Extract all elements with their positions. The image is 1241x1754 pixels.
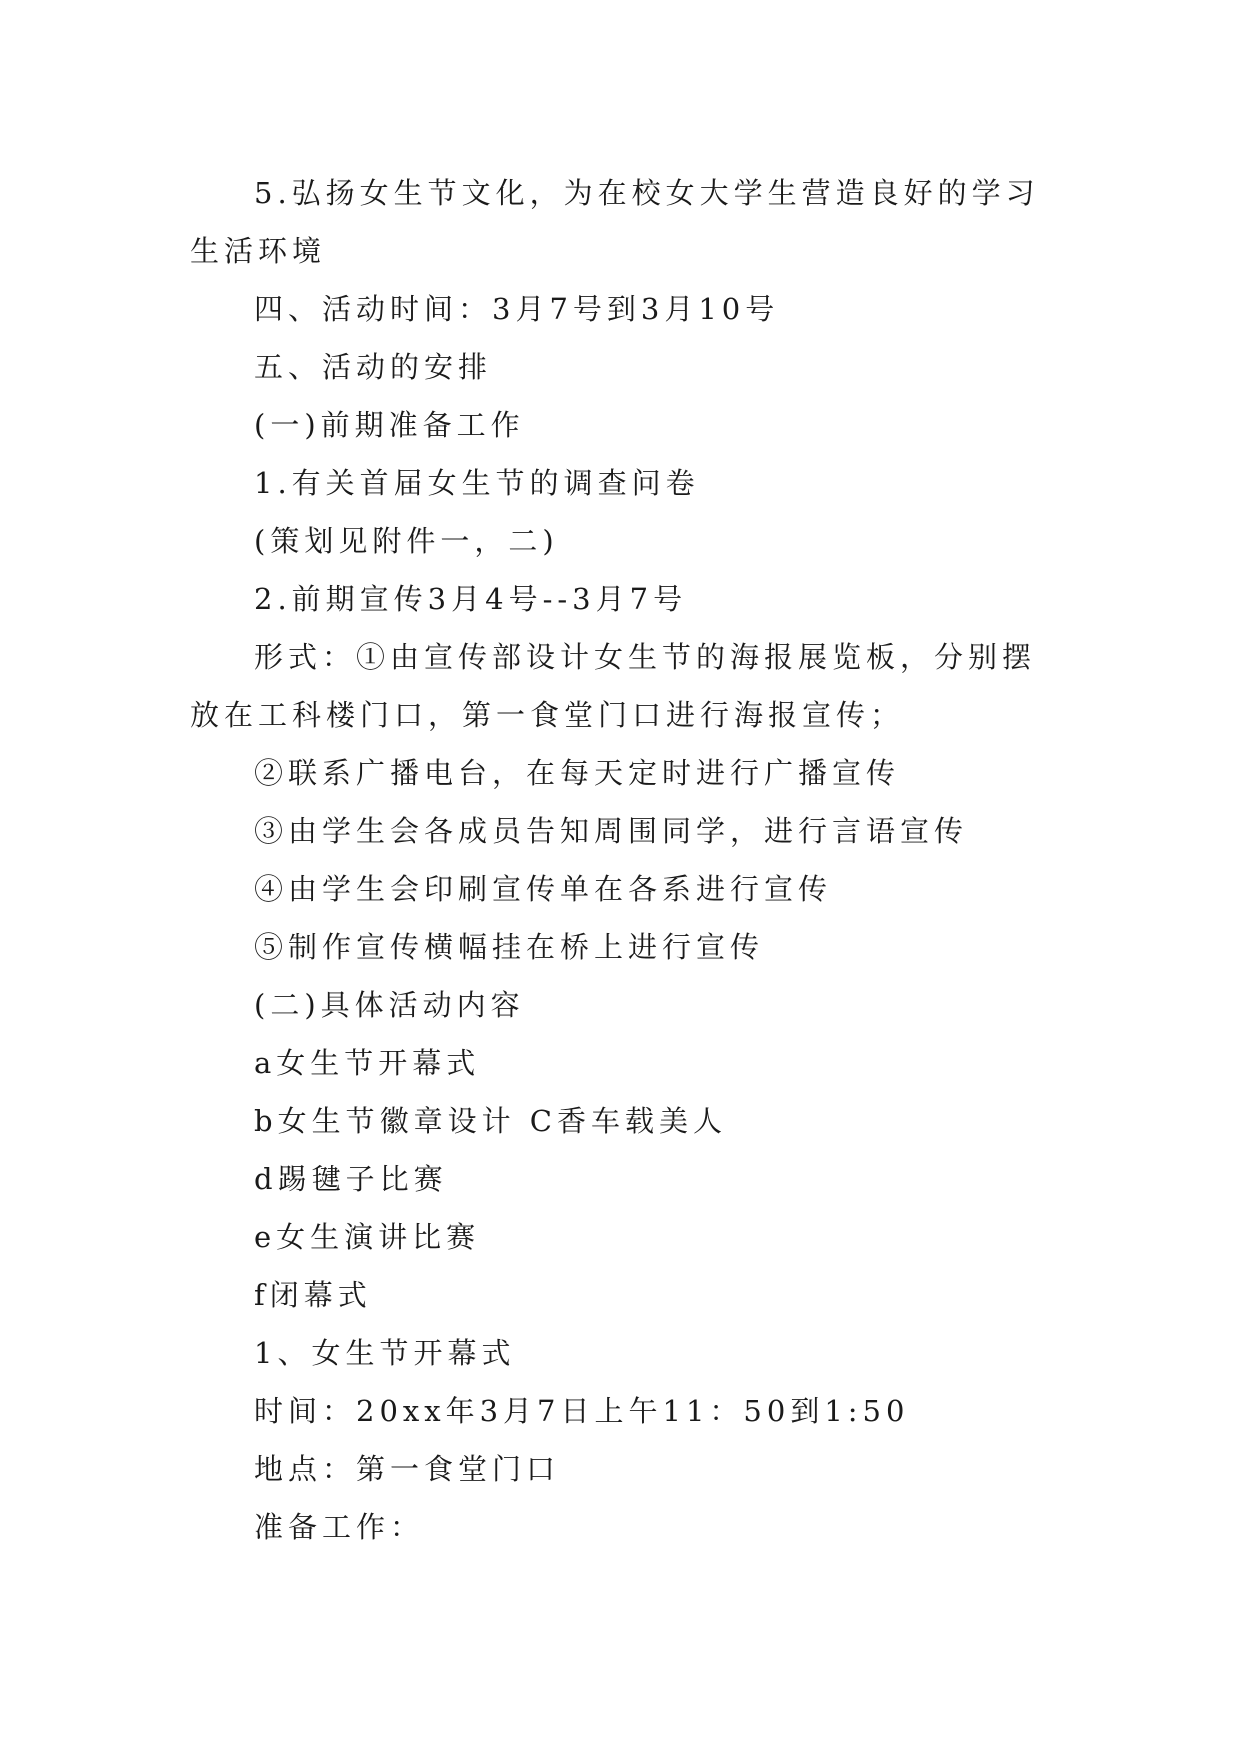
paragraph-opening-time: 时间：20xx年3月7日上午11：50到1:50 (254, 1394, 910, 1428)
subsection-heading-preparation: (一)前期准备工作 (254, 408, 525, 442)
section-heading-arrangement: 五、活动的安排 (254, 350, 493, 384)
list-item-closing: f闭幕式 (254, 1278, 372, 1312)
paragraph-attachment-note: (策划见附件一，二) (254, 524, 559, 558)
heading-opening-ceremony: 1、女生节开幕式 (254, 1336, 516, 1370)
paragraph-word-of-mouth: ③由学生会各成员告知周围同学，进行言语宣传 (254, 814, 969, 848)
list-item-badge-design: b女生节徽章设计 C香车载美人 (254, 1104, 727, 1138)
paragraph-survey: 1.有关首届女生节的调查问卷 (254, 466, 700, 500)
paragraph-banner: ⑤制作宣传横幅挂在桥上进行宣传 (254, 930, 765, 964)
paragraph-activity-time: 四、活动时间：3月7号到3月10号 (254, 292, 780, 326)
document-body (190, 164, 1050, 1556)
paragraph-opening-location: 地点：第一食堂门口 (254, 1452, 561, 1486)
list-item-speech: e女生演讲比赛 (254, 1220, 481, 1254)
paragraph-radio: ②联系广播电台，在每天定时进行广播宣传 (254, 756, 901, 790)
paragraph-publicity-dates: 2.前期宣传3月4号--3月7号 (254, 582, 688, 616)
subsection-heading-activities: (二)具体活动内容 (254, 988, 525, 1022)
paragraph-flyers: ④由学生会印刷宣传单在各系进行宣传 (254, 872, 833, 906)
list-item-shuttlecock: d踢毽子比赛 (254, 1162, 448, 1196)
paragraph-preparation-work: 准备工作： (254, 1510, 425, 1544)
paragraph-publicity-form: 形式：①由宣传部设计女生节的海报展览板，分别摆放在工科楼门口，第一食堂门口进行海报宣传； (190, 640, 1037, 732)
paragraph-goal-5: 5.弘扬女生节文化，为在校女大学生营造良好的学习生活环境 (190, 176, 1040, 268)
list-item-opening: a女生节开幕式 (254, 1046, 481, 1080)
